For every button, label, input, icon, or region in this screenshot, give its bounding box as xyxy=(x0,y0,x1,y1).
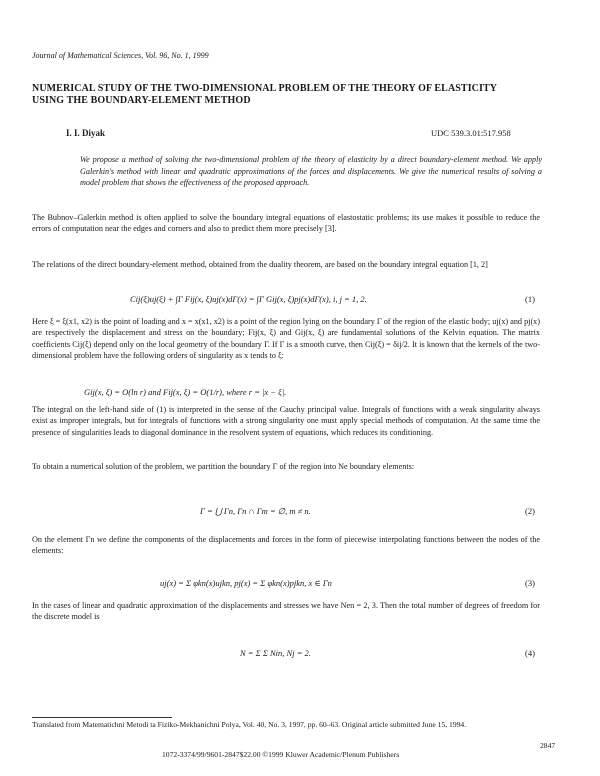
paragraph-7: In the cases of linear and quadratic approximation of the displacements and stresses we have Nen = 2, 3. Then the total number of degrees of freedom for the discrete model is xyxy=(32,601,540,622)
udc-code: UDC 539.3.01:517.958 xyxy=(431,128,511,138)
copyright-line: 1072-3374/99/9601-2847$22.00 ©1999 Kluwer Academic/Plenum Publishers xyxy=(162,750,400,759)
equation-1-number: (1) xyxy=(525,294,535,304)
footnote-rule xyxy=(32,717,172,718)
equation-3: uj(x) = Σ φkn(x)ujkn, pj(x) = Σ φkn(x)pjkn, x ∈ Γn xyxy=(160,578,332,588)
translation-footnote: Translated from Matematichni Metodi ta Fiziko-Mekhanichni Polya, Vol. 40, No. 3, 1997, pp. 60–63. Original article submitted June 15, 1994. xyxy=(32,720,467,729)
journal-header: Journal of Mathematical Sciences, Vol. 96, No. 1, 1999 xyxy=(32,51,209,60)
paragraph-3: Here ξ = ξ(x1, x2) is the point of loading and x = x(x1, x2) is a point of the region lying on the boundary Γ of the region of the elastic body; uj(x) and pj(x) are respectively the displacement and stress on the boundary; Fij(x, ξ) and Gij(x, ξ) are fundamental solutions of the Kelvin equation. The matrix coefficients Cij(ξ) depend only on the local geometry of the boundary Γ. If Γ is a smooth curve, then Cij(ξ) = δij/2. It is known that the kernels of the two-dimensional problem have the following orders of singularity as x tends to ξ: xyxy=(32,317,540,360)
paragraph-2: The relations of the direct boundary-element method, obtained from the duality theorem, are based on the boundary integral equation [1, 2] xyxy=(32,260,488,269)
equation-4: N = Σ Σ Nin, Nj = 2. xyxy=(240,648,311,658)
singularity-relation: Gij(x, ξ) = O(ln r) and Fij(x, ξ) = O(1/r), where r = |x − ξ|. xyxy=(84,387,287,397)
paragraph-1: The Bubnov–Galerkin method is often applied to solve the boundary integral equations of elastostatic problems; its use makes it possible to reduce the errors of computation near the edges and corners and also to predict them more precisely [3]. xyxy=(32,213,540,234)
equation-3-number: (3) xyxy=(525,578,535,588)
equation-2-number: (2) xyxy=(525,506,535,516)
abstract: We propose a method of solving the two-dimensional problem of the theory of elasticity by a direct boundary-element method. We apply Galerkin's method with linear and quadratic approximations of the forces and displacements. We give the numerical results of solving a model problem that shows the effectiveness of the proposed approach. xyxy=(80,155,542,188)
paragraph-6: On the element Γn we define the components of the displacements and forces in the form of piecewise interpolating functions between the nodes of the elements: xyxy=(32,535,540,556)
equation-2: Γ = ⋃ Γn, Γn ∩ Γm = ∅, m ≠ n. xyxy=(200,506,311,516)
article-title: NUMERICAL STUDY OF THE TWO-DIMENSIONAL PROBLEM OF THE THEORY OF ELASTICITY USING THE BOUNDARY-ELEMENT METHOD xyxy=(32,83,497,106)
equation-4-number: (4) xyxy=(525,648,535,658)
paragraph-5: To obtain a numerical solution of the problem, we partition the boundary Γ of the region into Ne boundary elements: xyxy=(32,462,415,471)
equation-1: Cij(ξ)uj(ξ) + ∫Γ Fij(x, ξ)uj(x)dΓ(x) = ∫Γ Gij(x, ξ)pj(x)dΓ(x), i, j = 1, 2. xyxy=(130,294,367,304)
author-name: I. I. Diyak xyxy=(66,128,106,138)
paragraph-4: The integral on the left-hand side of (1) is interpreted in the sense of the Cauchy principal value. Integrals of functions with a weak singularity always exist as improper integrals, but for integrals of functions with a strong singularity one must apply special methods of computation. At the same time the presence of singularities leads to diagonal dominance in the resolvent system of equations, which reduces its conditioning. xyxy=(32,405,540,437)
page-number: 2847 xyxy=(540,741,556,750)
